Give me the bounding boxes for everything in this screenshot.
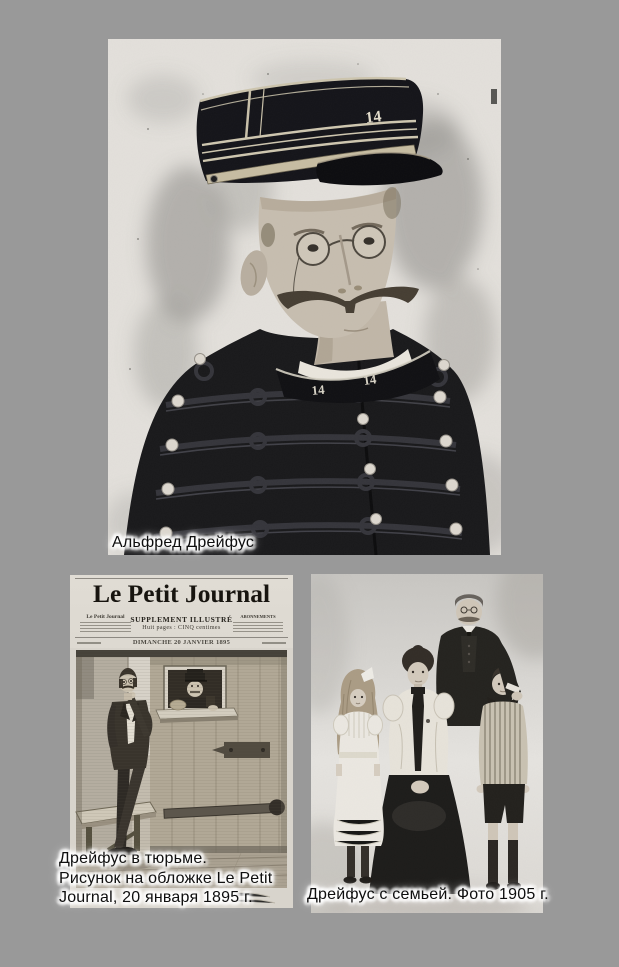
- masthead-center: [126, 615, 237, 632]
- family-illustration: [311, 574, 543, 913]
- portrait-caption: Альфред Дрейфус: [112, 534, 255, 551]
- family-caption: Дрейфус с семьей. Фото 1905 г.: [307, 886, 549, 903]
- masthead-fineprint-line: [80, 631, 131, 633]
- masthead-fineprint-line: [233, 625, 283, 627]
- masthead-fineprint-line: [80, 622, 131, 624]
- masthead-right-box: [229, 614, 287, 637]
- masthead-fineprint-line: [80, 625, 131, 627]
- journal-caption-line-1: Дрейфус в тюрьме.: [59, 850, 208, 867]
- masthead-rule-top: [75, 578, 288, 579]
- portrait-illustration: [108, 39, 501, 555]
- masthead-title: Le Petit Journal: [92, 581, 271, 608]
- journal-caption-line-3: Journal, 20 января 1895 г.: [59, 889, 253, 906]
- masthead-right-box-title: ABONNEMENTS: [240, 614, 276, 619]
- masthead-fineprint-line: [233, 622, 283, 624]
- journal-caption: [59, 849, 272, 908]
- family-photo: [311, 574, 543, 913]
- masthead-tagline: Huit pages : CINQ centimes: [142, 625, 221, 631]
- portrait-photo: [108, 39, 501, 555]
- kepi-number: 14: [364, 108, 383, 127]
- masthead-fineprint-line: [233, 628, 283, 630]
- collar-number-left: 14: [310, 381, 326, 398]
- journal-caption-line-2: Рисунок на обложке Le Petit: [59, 869, 273, 887]
- masthead-dateline: DIMANCHE 20 JANVIER 1895: [132, 639, 231, 646]
- masthead-left-box-title: Le Petit Journal: [86, 614, 125, 620]
- masthead-fineprint-line: [233, 631, 283, 633]
- masthead-fineprint-line: [262, 642, 286, 644]
- masthead-subtitle: SUPPLEMENT ILLUSTRÉ: [130, 615, 233, 624]
- collar-number-right: 14: [362, 371, 378, 388]
- masthead-dateline-row: [75, 639, 288, 647]
- masthead-fineprint-line: [80, 628, 131, 630]
- masthead-rule-mid: [75, 637, 288, 638]
